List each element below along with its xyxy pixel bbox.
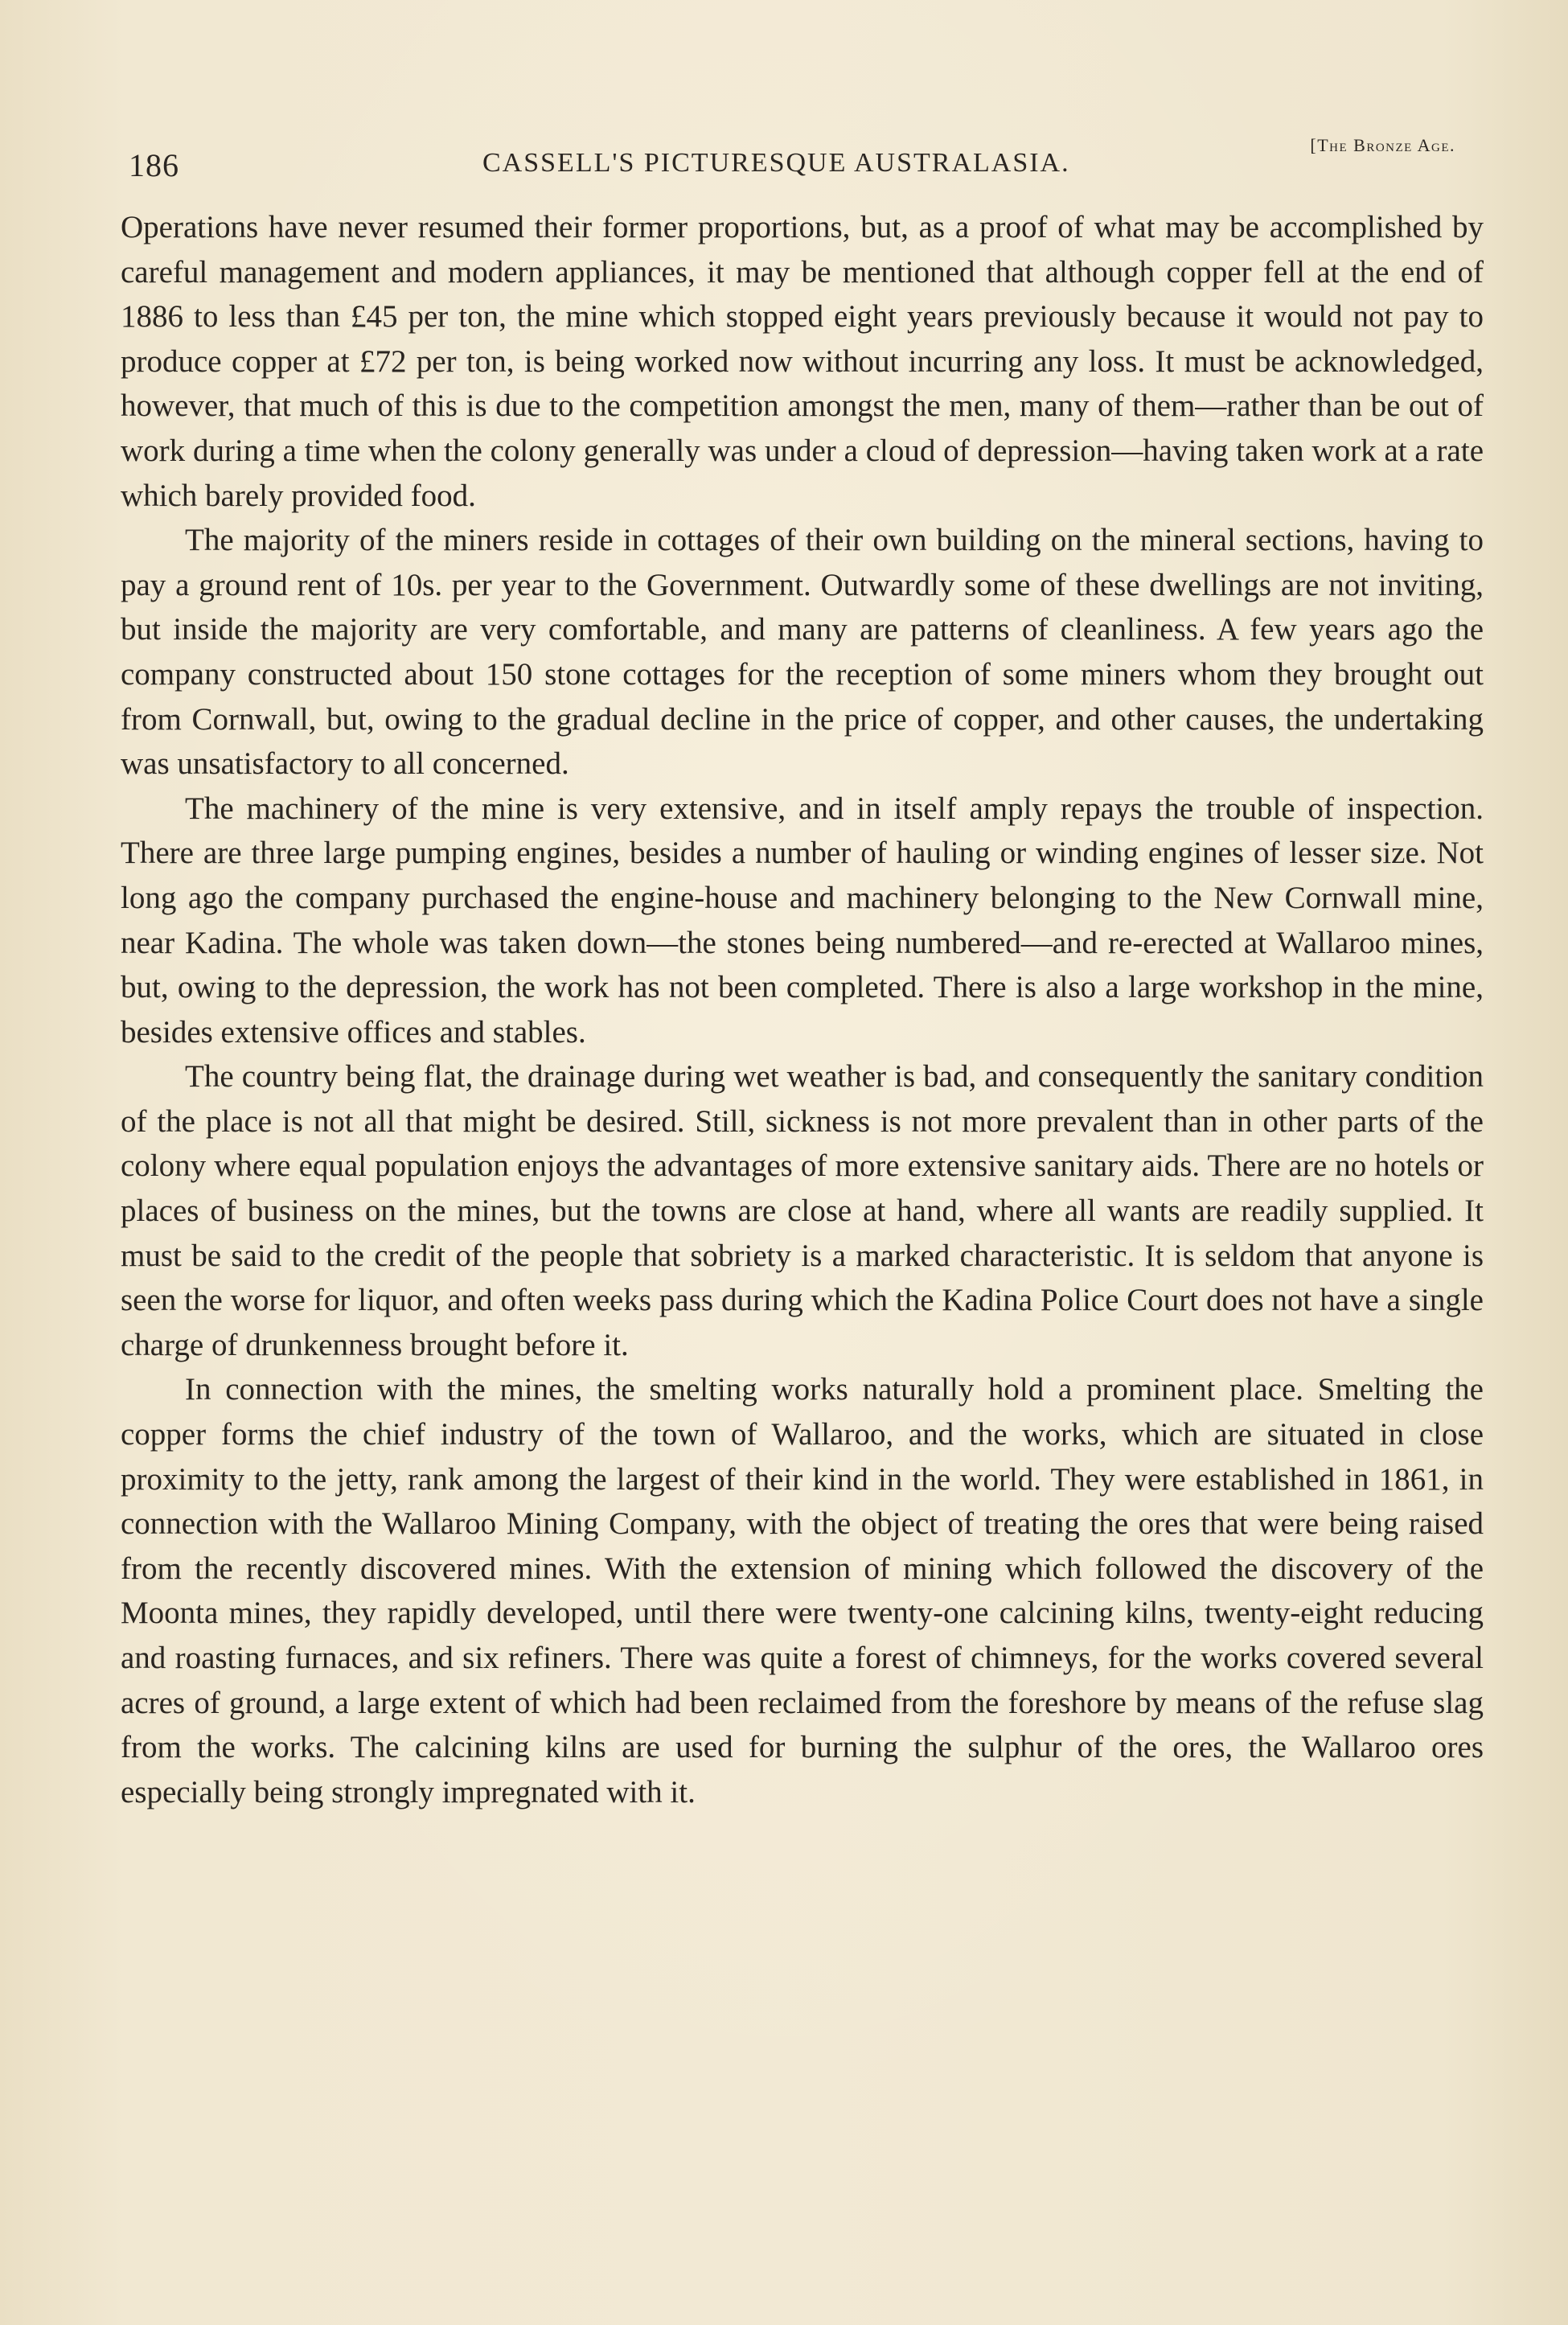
paragraph-2: The majority of the miners reside in cottages of their own building on the mineral sections, having to pay a ground rent of 10s. per year to the Government. Outwardly some of these dwellings are not inviting, but inside the majority are very comfortable, and many are patterns of cleanliness. A few years ago the company constructed about 150 stone cottages for the reception of some miners whom they brought out from Cornwall, but, owing to the gradual decline in the price of copper, and other causes, the undertaking was unsatisfactory to all concerned. — [121, 523, 1484, 782]
paragraph-1: Operations have never resumed their former proportions, but, as a proof of what may be accomplished by careful management and modern appliances, it may be mentioned that although copper fell at the end of 1886 to less than £45 per ton, the mine which stopped eight years previously because it would not pay to produce copper at £72 per ton, is being worked now without incurring any loss. It must be acknowledged, however, that much of this is due to the competition amongst the men, many of them—rather than be out of work during a time when the colony generally was under a cloud of depression—having taken work at a rate which barely provided food. — [121, 210, 1484, 513]
page-header — [129, 129, 1455, 185]
paragraph-4: The country being flat, the drainage during wet weather is bad, and consequently the sanitary condition of the place is not all that might be desired. Still, sickness is not more prevalent than in other parts of the colony where equal population enjoys the advantages of more extensive sanitary aids. There are no hotels or places of business on the mines, but the towns are close at hand, where all wants are readily supplied. It must be said to the credit of the people that sobriety is a marked characteristic. It is seldom that anyone is seen the worse for liquor, and often weeks pass during which the Kadina Police Court does not have a single charge of drunkenness brought before it. — [121, 1059, 1484, 1362]
running-title: CASSELL'S PICTURESQUE AUSTRALASIA. — [482, 148, 1070, 178]
body-text — [121, 205, 1484, 1814]
paragraph-3: The machinery of the mine is very extensive, and in itself amply repays the trouble of inspection. There are three large pumping engines, besides a number of hauling or winding engines of lesser size. Not long ago the company purchased the engine-house and machinery belonging to the New Cornwall mine, near Kadina. The whole was taken down—the stones being numbered—and re-erected at Wallaroo mines, but, owing to the depression, the work has not been completed. There is also a large workshop in the mine, besides extensive offices and stables. — [121, 791, 1484, 1050]
paragraph-5: In connection with the mines, the smelting works naturally hold a prominent place. Smelting the copper forms the chief industry of the town of Wallaroo, and the works, which are situated in close proximity to the jetty, rank among the largest of their kind in the world. They were established in 1861, in connection with the Wallaroo Mining Company, with the object of treating the ores that were being raised from the recently discovered mines. With the extension of mining which followed the discovery of the Moonta mines, they rapidly developed, until there were twenty-one calcining kilns, twenty-eight reducing and roasting furnaces, and six refiners. There was quite a forest of chimneys, for the works covered several acres of ground, a large extent of which had been reclaimed from the foreshore by means of the refuse slag from the works. The calcining kilns are used for burning the sulphur of the ores, the Wallaroo ores especially being strongly impregnated with it. — [121, 1372, 1484, 1809]
page-number: 186 — [129, 147, 179, 183]
section-tag: [The Bronze Age. — [1310, 135, 1455, 155]
